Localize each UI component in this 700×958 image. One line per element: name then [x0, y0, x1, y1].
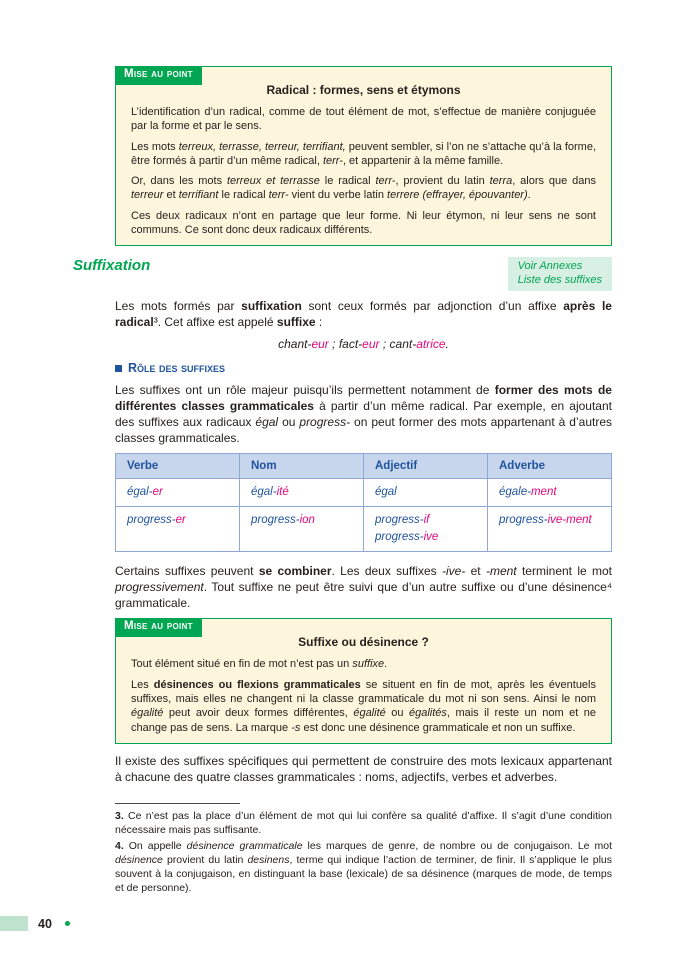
column-header-adverbe: Adverbe: [488, 454, 612, 479]
table-cell: progress-ion: [240, 507, 364, 552]
callout-paragraph: Or, dans les mots terreux et terrasse le radical terr-, provient du latin terra, alors que dans terreur et terrifiant le radical terr- vient du verbe latin terrere (effrayer, épouvanter).: [131, 175, 596, 202]
annex-link-line1: Voir Annexes: [517, 260, 583, 273]
suffix-table: [115, 453, 612, 552]
table-cell: progress-ive-ment: [488, 507, 612, 552]
subsection-title: Rôle des suffixes: [128, 361, 225, 376]
callout-tag: Mise au point: [115, 66, 202, 85]
square-bullet-icon: [115, 365, 122, 372]
callout-radical: [115, 66, 612, 246]
callout-paragraph: Ces deux radicaux n’ont en partage que leur forme. Ni leur étymon, ni leur sens ne sont communs. Ce sont donc deux radicaux différents.: [131, 209, 596, 237]
section-title: Suffixation: [73, 257, 151, 275]
table-cell: égale-ment: [488, 479, 612, 507]
table-cell: égal: [364, 479, 488, 507]
footnote-divider: [115, 803, 240, 804]
table-row: [116, 479, 612, 507]
callout-paragraph: L’identification d’un radical, comme de tout élément de mot, s’effectue de manière conjuguée par la forme et par le sens.: [131, 106, 596, 133]
closing-paragraph: Il existe des suffixes spécifiques qui permettent de construire des mots lexicaux appartenant à chacune des quatre classes grammaticales : noms, adjectifs, verbes et adverbes.: [115, 753, 612, 784]
suffix-examples: chant-eur ; fact-eur ; cant-atrice.: [278, 337, 449, 352]
table-row: [116, 507, 612, 552]
combine-paragraph: Certains suffixes peuvent se combiner. Les deux suffixes -ive- et -ment terminent le mot progressivement. Tout suffixe ne peut être suivi que d’un autre suffixe ou d’une désinence⁴ grammaticale.: [115, 564, 612, 611]
column-header-adjectif: Adjectif: [364, 454, 488, 479]
callout-paragraph: Tout élément situé en fin de mot n’est pas un suffixe.: [131, 658, 388, 671]
table-cell: progress-er: [116, 507, 240, 552]
table-header-row: [116, 454, 612, 479]
role-paragraph: Les suffixes ont un rôle majeur puisqu’ils permettent notamment de former des mots de différentes classes grammaticales à partir d’un même radical. Par exemple, en ajoutant des suffixes aux radicaux égal ou progress- on peut former des mots appartenant à d’autres classes grammaticales.: [115, 383, 612, 446]
table-cell: progress-if progress-ive: [364, 507, 488, 552]
annex-link-line2: Liste des suffixes: [517, 273, 602, 286]
subsection-heading: [115, 361, 612, 375]
footnote-4: 4. On appelle désinence grammaticale les marques de genre, de nombre ou de conjugaison. Le mot désinence provient du latin desinens, terme qui indique l’action de terminer, de finir. Il s’applique le plus souvent à la conjugaison, en distinguant la base (lexicale) de sa désinence (marques de mode, de temps et de personne).: [115, 840, 612, 894]
annex-link[interactable]: [508, 257, 612, 291]
callout-tag: Mise au point: [115, 618, 202, 637]
table-cell: égal-ité: [240, 479, 364, 507]
callout-paragraph: Les mots terreux, terrasse, terreur, terrifiant, peuvent sembler, si l’on ne s’attache qu’à la forme, être formés à partir d’un même radical, terr-, et appartenir à la même famille.: [131, 140, 596, 167]
intro-paragraph: Les mots formés par suffixation sont ceux formés par adjonction d’un affixe après le radical³. Cet affixe est appelé suffixe :: [115, 299, 612, 330]
callout-title: Radical : formes, sens et étymons: [266, 83, 461, 97]
bullet-dot-icon: [65, 921, 70, 926]
callout-paragraph: Les désinences ou flexions grammaticales se situent en fin de mot, après les éventuels suffixes, mais elles ne changent ni la classe grammaticale du mot ni son sens. Ainsi le nom égalité peut avoir deux formes différentes, égalité ou égalités, mais il reste un nom et ne change pas de sens. La marque -s est donc une désinence grammaticale et non un suffixe.: [131, 678, 596, 734]
page-footer: [0, 916, 70, 931]
column-header-nom: Nom: [240, 454, 364, 479]
section-header: [0, 257, 700, 291]
footnote-3: 3. Ce n’est pas la place d’un élément de mot qui lui confère sa qualité d’affixe. Il s’agit d’une condition nécessaire mais pas suffisante.: [115, 809, 612, 836]
footnotes: [115, 803, 612, 896]
page-number: 40: [38, 916, 52, 931]
callout-desinence: [115, 618, 612, 743]
column-header-verbe: Verbe: [116, 454, 240, 479]
callout-title: Suffixe ou désinence ?: [298, 635, 429, 650]
table-cell: égal-er: [116, 479, 240, 507]
footer-bar: [0, 916, 28, 931]
